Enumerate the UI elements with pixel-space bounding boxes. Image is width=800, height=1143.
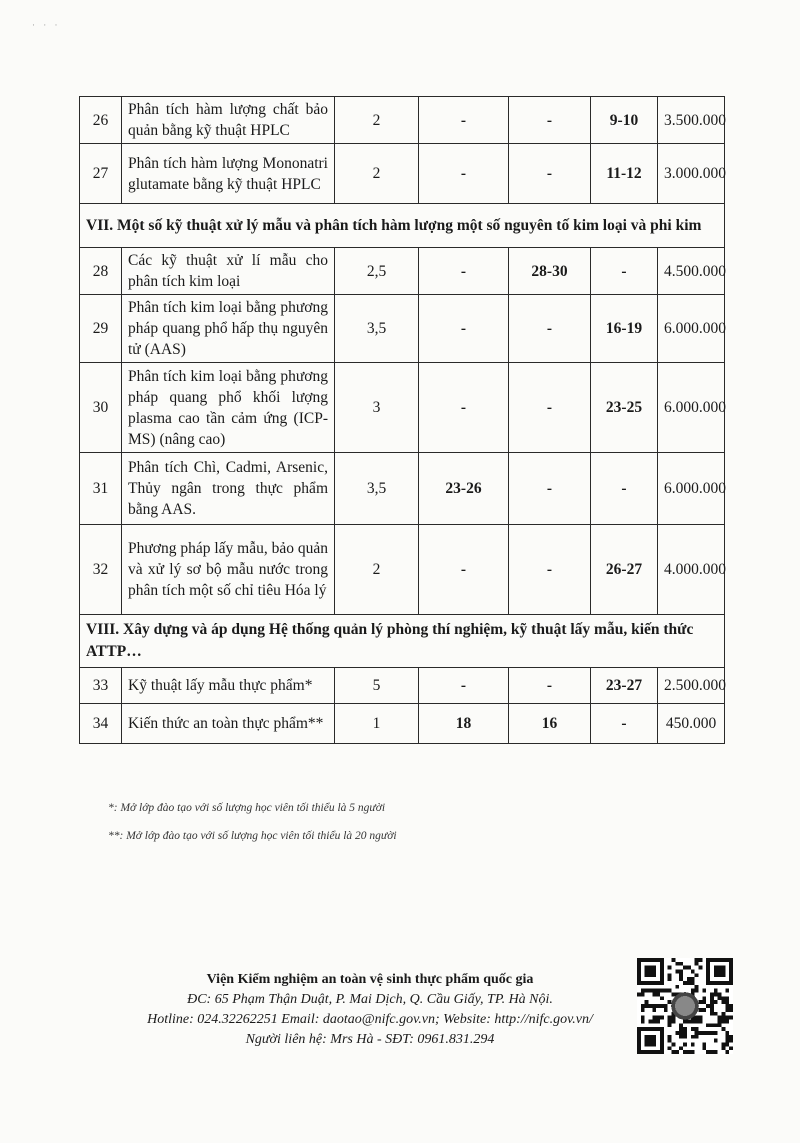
schedule-col-1: - [419,295,509,363]
schedule-col-2: - [509,144,591,204]
course-number: 26 [80,97,122,144]
course-name: Phân tích hàm lượng Mononatri glutamate bằng kỹ thuật HPLC [122,144,335,204]
course-row [80,363,725,453]
schedule-col-3: - [591,453,658,525]
schedule-col-1: - [419,668,509,704]
course-credits: 3,5 [335,295,419,363]
schedule-col-1: - [419,363,509,453]
schedule-col-1: - [419,248,509,295]
course-fee: 2.500.000 [658,668,725,704]
course-row [80,248,725,295]
schedule-col-2: - [509,295,591,363]
schedule-col-2: - [509,97,591,144]
course-name: Phân tích kim loại bằng phương pháp quang phổ hấp thụ nguyên tử (AAS) [122,295,335,363]
course-fee: 3.000.000 [658,144,725,204]
course-name: Phân tích kim loại bằng phương pháp quang phổ khối lượng plasma cao tần cảm ứng (ICP-MS) (nâng cao) [122,363,335,453]
course-number: 27 [80,144,122,204]
course-fee: 4.500.000 [658,248,725,295]
course-name: Các kỹ thuật xử lí mẫu cho phân tích kim loại [122,248,335,295]
course-credits: 2,5 [335,248,419,295]
course-name: Phân tích Chì, Cadmi, Arsenic, Thủy ngân trong thực phẩm bằng AAS. [122,453,335,525]
course-credits: 2 [335,144,419,204]
course-fee: 450.000 [658,704,725,744]
footnote-2: **: Mở lớp đào tạo với số lượng học viên tối thiểu là 20 người [108,830,397,842]
scan-mark: · · · [32,20,61,30]
course-fee: 3.500.000 [658,97,725,144]
course-fee: 6.000.000 [658,453,725,525]
course-number: 29 [80,295,122,363]
course-fee: 6.000.000 [658,363,725,453]
schedule-col-3: 26-27 [591,525,658,615]
course-row [80,97,725,144]
course-row [80,704,725,744]
course-name: Kỹ thuật lấy mẫu thực phẩm* [122,668,335,704]
section-header-row [80,204,725,248]
course-credits: 2 [335,525,419,615]
schedule-col-3: 11-12 [591,144,658,204]
schedule-col-3: 9-10 [591,97,658,144]
course-fee: 6.000.000 [658,295,725,363]
course-row [80,525,725,615]
course-name: Kiến thức an toàn thực phẩm** [122,704,335,744]
schedule-col-1: - [419,97,509,144]
qr-code-icon [637,958,733,1054]
course-credits: 1 [335,704,419,744]
section-header-row [80,615,725,668]
contact-footer [80,970,660,1050]
course-number: 28 [80,248,122,295]
course-number: 30 [80,363,122,453]
course-credits: 5 [335,668,419,704]
contact-info: Hotline: 024.32262251 Email: daotao@nifc.gov.vn; Website: http://nifc.gov.vn/ [147,1012,593,1027]
schedule-col-3: 23-25 [591,363,658,453]
course-credits: 3,5 [335,453,419,525]
schedule-col-3: 16-19 [591,295,658,363]
schedule-col-2: 28-30 [509,248,591,295]
schedule-col-3: 23-27 [591,668,658,704]
course-row [80,453,725,525]
schedule-col-2: - [509,668,591,704]
course-number: 34 [80,704,122,744]
schedule-col-2: - [509,525,591,615]
schedule-col-3: - [591,248,658,295]
course-row [80,295,725,363]
schedule-col-3: - [591,704,658,744]
schedule-col-2: - [509,453,591,525]
section-title: VIII. Xây dựng và áp dụng Hệ thống quản lý phòng thí nghiệm, kỹ thuật lấy mẫu, kiến thức ATTP… [80,615,725,668]
course-fee: 4.000.000 [658,525,725,615]
footnote-1: *: Mở lớp đào tạo với số lượng học viên tối thiểu là 5 người [108,802,386,814]
section-title: VII. Một số kỹ thuật xử lý mẫu và phân tích hàm lượng một số nguyên tố kim loại và phi kim [80,204,725,248]
contact-person: Người liên hệ: Mrs Hà - SĐT: 0961.831.294 [245,1032,495,1047]
org-name: Viện Kiểm nghiệm an toàn vệ sinh thực phẩm quốc gia [206,972,534,987]
course-number: 32 [80,525,122,615]
course-name: Phân tích hàm lượng chất bảo quản bằng kỹ thuật HPLC [122,97,335,144]
course-schedule-table [79,96,725,744]
org-address: ĐC: 65 Phạm Thận Duật, P. Mai Dịch, Q. Cầu Giấy, TP. Hà Nội. [187,992,553,1007]
course-credits: 3 [335,363,419,453]
schedule-col-1: 23-26 [419,453,509,525]
schedule-col-2: - [509,363,591,453]
schedule-col-1: 18 [419,704,509,744]
schedule-col-1: - [419,144,509,204]
course-row [80,144,725,204]
schedule-col-2: 16 [509,704,591,744]
schedule-col-1: - [419,525,509,615]
course-name: Phương pháp lấy mẫu, bảo quản và xử lý sơ bộ mẫu nước trong phân tích một số chỉ tiêu Hóa lý [122,525,335,615]
course-credits: 2 [335,97,419,144]
course-number: 31 [80,453,122,525]
footnotes [108,802,397,858]
course-row [80,668,725,704]
course-number: 33 [80,668,122,704]
